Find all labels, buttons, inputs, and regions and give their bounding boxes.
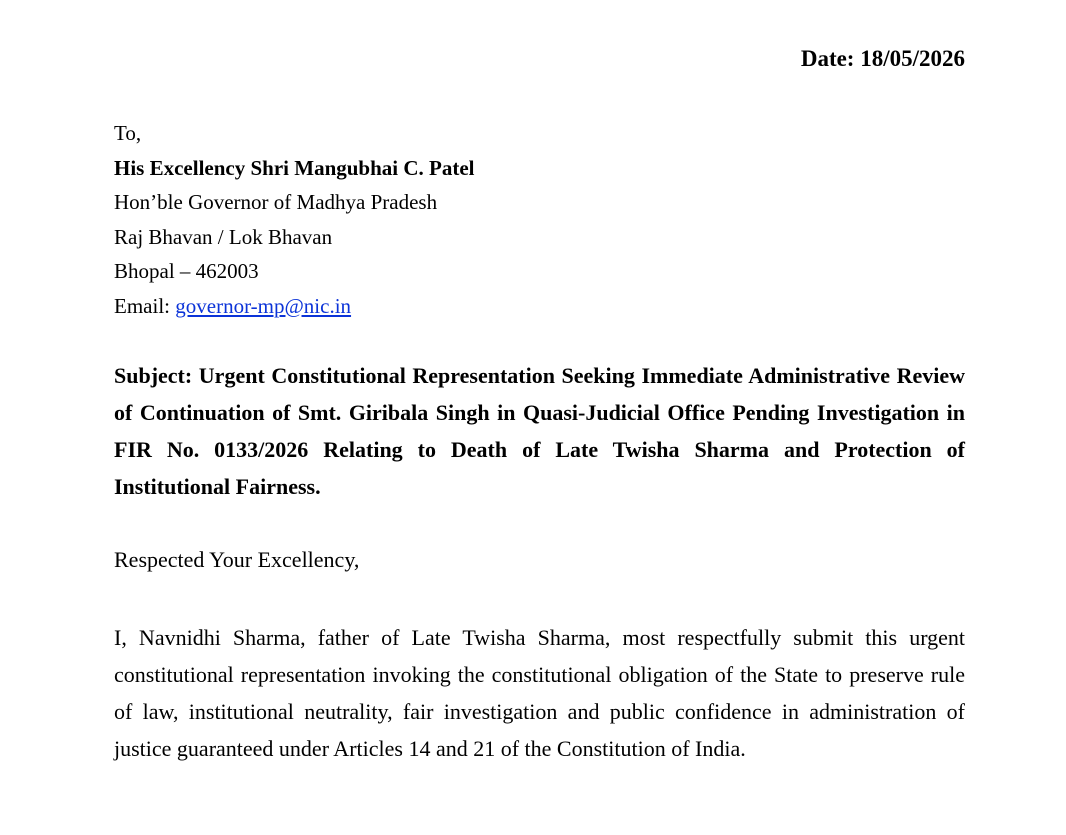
email-label: Email:	[114, 293, 176, 318]
recipient-address-block	[114, 116, 965, 323]
email-link[interactable]: governor-mp@nic.in	[175, 293, 352, 318]
address-to: To,	[114, 121, 142, 145]
letter-subject: Subject: Urgent Constitutional Representation Seeking Immediate Administrative Review of Continuation of Smt. Giribala Singh in Quasi-Judicial Office Pending Investigation in FIR No. 0133/2026 Relating to Death of Late Twisha Sharma and Protection of Institutional Fairness.	[114, 363, 965, 499]
recipient-designation: Hon’ble Governor of Madhya Pradesh	[114, 190, 438, 214]
recipient-office: Raj Bhavan / Lok Bhavan	[114, 224, 333, 249]
letter-date: Date: 18/05/2026	[800, 46, 965, 71]
body-paragraph: I, Navnidhi Sharma, father of Late Twisha Sharma, most respectfully submit this urgent constitutional representation invoking the constitutional obligation of the State to preserve rule of law, institutional neutrality, fair investigation and public confidence in administration of justice guaranteed under Articles 14 and 21 of the Constitution of India.	[114, 625, 965, 761]
letter-salutation: Respected Your Excellency,	[114, 547, 360, 572]
recipient-city: Bhopal – 462003	[114, 259, 259, 283]
recipient-name: His Excellency Shri Mangubhai C. Patel	[114, 155, 475, 180]
recipient-email-line	[114, 289, 965, 324]
